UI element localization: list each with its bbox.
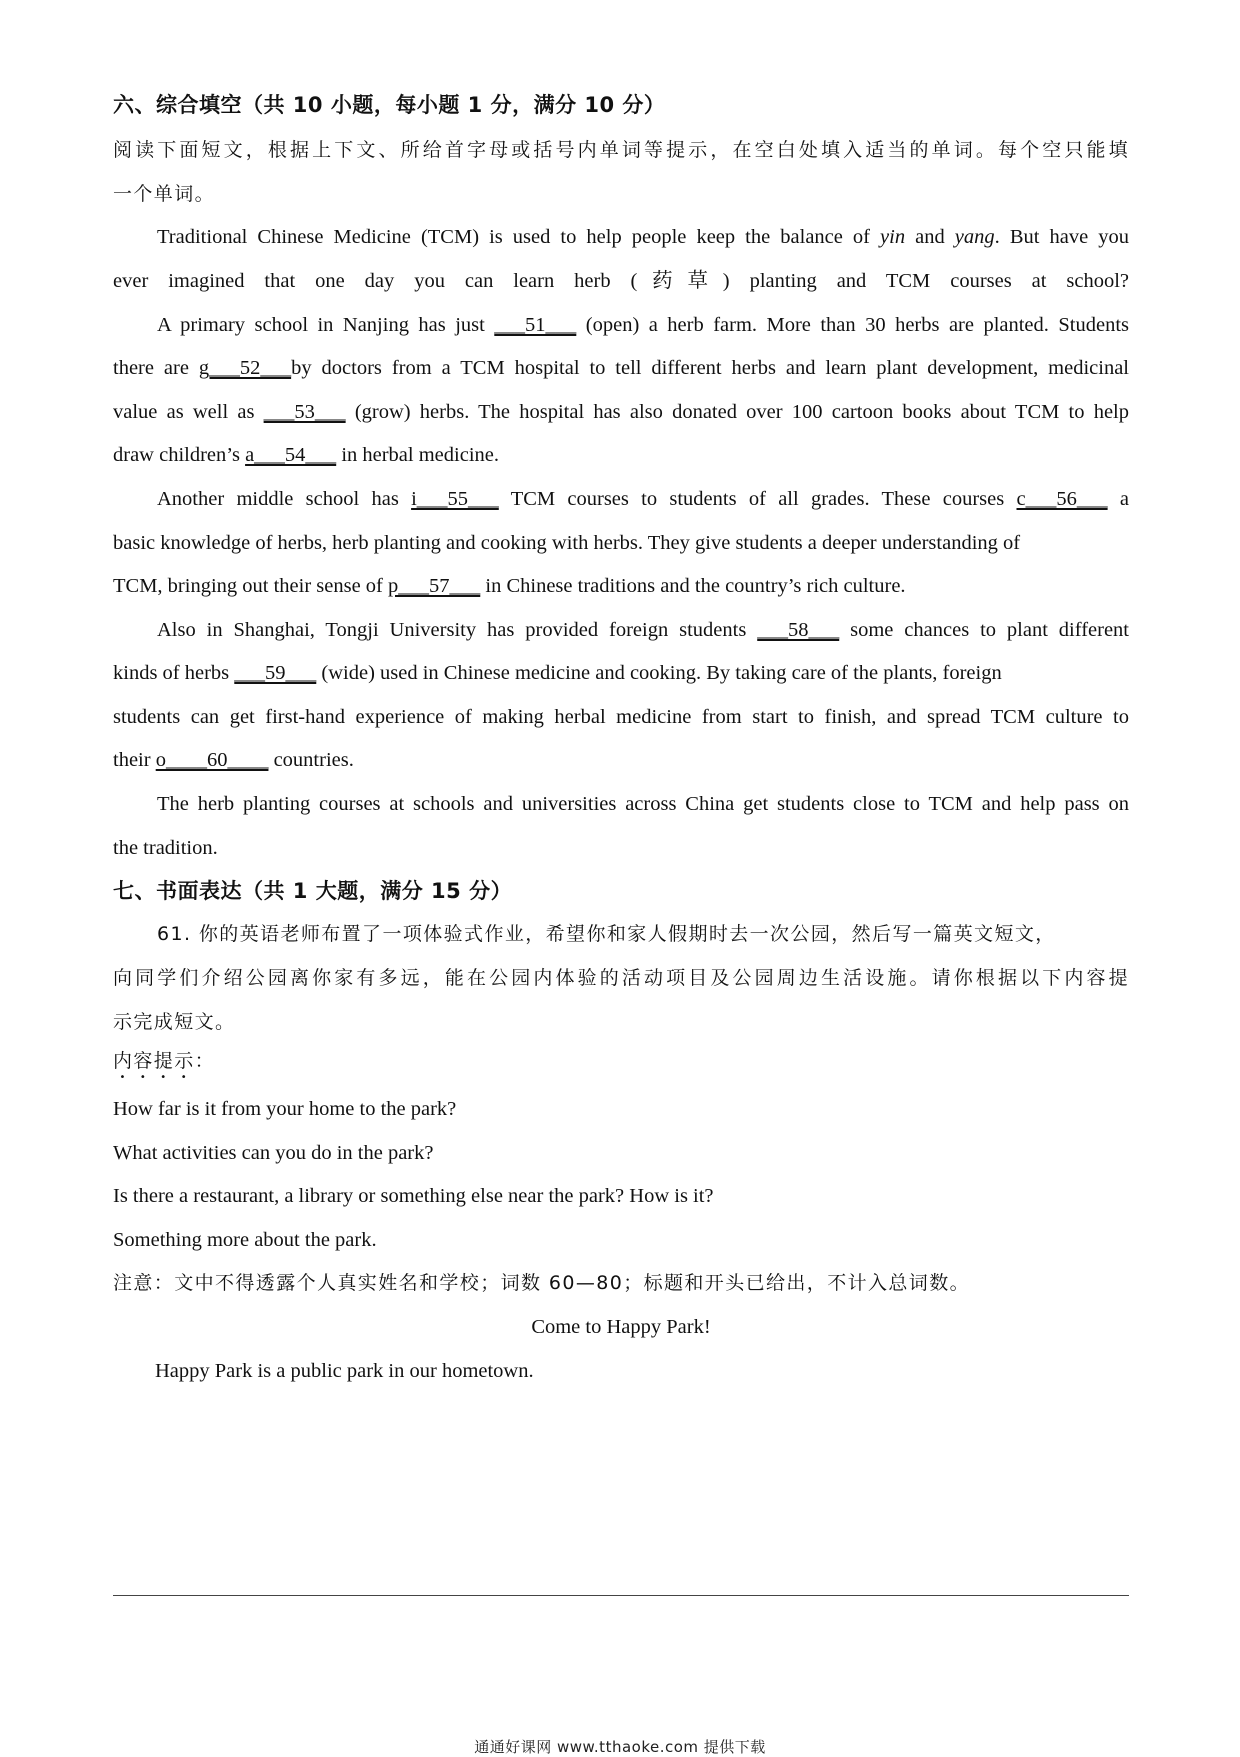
passage-p2-line4: draw children’s a___54___ in herbal medicine. bbox=[113, 444, 499, 466]
writing-note: 注意：文中不得透露个人真实姓名和学校；词数 60—80；标题和开头已给出，不计入总词数。 bbox=[113, 1272, 970, 1294]
blank-54: a___54___ bbox=[245, 444, 337, 466]
section7-heading: 七、书面表达（共 1 大题，满分 15 分） bbox=[113, 879, 513, 903]
passage-p4-line2: kinds of herbs ___59___ (wide) used in Chinese medicine and cooking. By taking care of the plants, foreign bbox=[113, 662, 1002, 684]
essay-opening-sentence: Happy Park is a public park in our hometown. bbox=[155, 1360, 534, 1382]
passage-p3-line2: basic knowledge of herbs, herb planting and cooking with herbs. They give students a deeper understanding of bbox=[113, 532, 1021, 554]
blank-51: ___51___ bbox=[494, 314, 577, 336]
essay-title: Come to Happy Park! bbox=[531, 1316, 711, 1338]
yang-word: yang bbox=[954, 226, 995, 248]
blank-56: c___56___ bbox=[1016, 488, 1108, 510]
question-61-line1: 61. 你的英语老师布置了一项体验式作业，希望你和家人假期时去一次公园，然后写一篇英文短文， bbox=[157, 923, 1056, 945]
passage-p4-line1: Also in Shanghai, Tongji University has provided foreign students ___58___ some chances to plant different bbox=[157, 619, 1130, 641]
passage-p4-line3: students can get first-hand experience of making herbal medicine from start to finish, and spread TCM culture to bbox=[113, 706, 1129, 728]
question-61-line3: 示完成短文。 bbox=[113, 1011, 236, 1033]
passage-p5-line1: The herb planting courses at schools and universities across China get students close to TCM and help pass on bbox=[157, 793, 1129, 815]
hint-4: Something more about the park. bbox=[113, 1229, 377, 1251]
passage-p1-line1: Traditional Chinese Medicine (TCM) is used to help people keep the balance of yin and yang. But have you bbox=[157, 226, 1129, 248]
passage-p2-line3: value as well as ___53___ (grow) herbs. The hospital has also donated over 100 cartoon books about TCM to help bbox=[113, 401, 1129, 423]
hint-label: 内容提示： bbox=[113, 1050, 216, 1072]
hint-1: How far is it from your home to the park? bbox=[113, 1098, 457, 1120]
footer-source-note: 通通好课网 www.tthaoke.com 提供下载 bbox=[474, 1738, 766, 1756]
question-61-line2: 向同学们介绍公园离你家有多远，能在公园内体验的活动项目及公园周边生活设施。请你根据以下内容提 bbox=[113, 967, 1129, 989]
blank-57: p___57___ bbox=[388, 575, 481, 597]
blank-58: ___58___ bbox=[757, 619, 840, 641]
section6-instruction-line2: 一个单词。 bbox=[113, 183, 216, 205]
passage-p4-line4: their o____60____ countries. bbox=[113, 749, 354, 771]
yin-word: yin bbox=[880, 226, 906, 248]
passage-p1-line2: ever imagined that one day you can learn herb (药草) planting and TCM courses at school? bbox=[113, 270, 1129, 292]
hint-2: What activities can you do in the park? bbox=[113, 1142, 434, 1164]
blank-52: g___52___ bbox=[198, 357, 292, 379]
blank-60: o____60____ bbox=[155, 749, 269, 771]
hint-3: Is there a restaurant, a library or something else near the park? How is it? bbox=[113, 1185, 714, 1207]
section6-heading: 六、综合填空（共 10 小题，每小题 1 分，满分 10 分） bbox=[113, 93, 666, 117]
section6-instruction-line1: 阅读下面短文，根据上下文、所给首字母或括号内单词等提示，在空白处填入适当的单词。每个空只能填 bbox=[113, 139, 1129, 161]
blank-53: ___53___ bbox=[263, 401, 346, 423]
passage-p5-line2: the tradition. bbox=[113, 837, 218, 859]
blank-55: i___55___ bbox=[411, 488, 499, 510]
passage-p2-line1: A primary school in Nanjing has just ___51___ (open) a herb farm. More than 30 herbs are planted. Students bbox=[157, 314, 1129, 336]
passage-p3-line3: TCM, bringing out their sense of p___57___ in Chinese traditions and the country’s rich culture. bbox=[113, 575, 906, 597]
writing-answer-line bbox=[113, 1595, 1129, 1596]
passage-p3-line1: Another middle school has i___55___ TCM courses to students of all grades. These courses c___56___ a bbox=[157, 488, 1129, 510]
passage-p2-line2: there are g___52___by doctors from a TCM hospital to tell different herbs and learn plant development, medicinal bbox=[113, 357, 1129, 379]
blank-59: ___59___ bbox=[234, 662, 317, 684]
